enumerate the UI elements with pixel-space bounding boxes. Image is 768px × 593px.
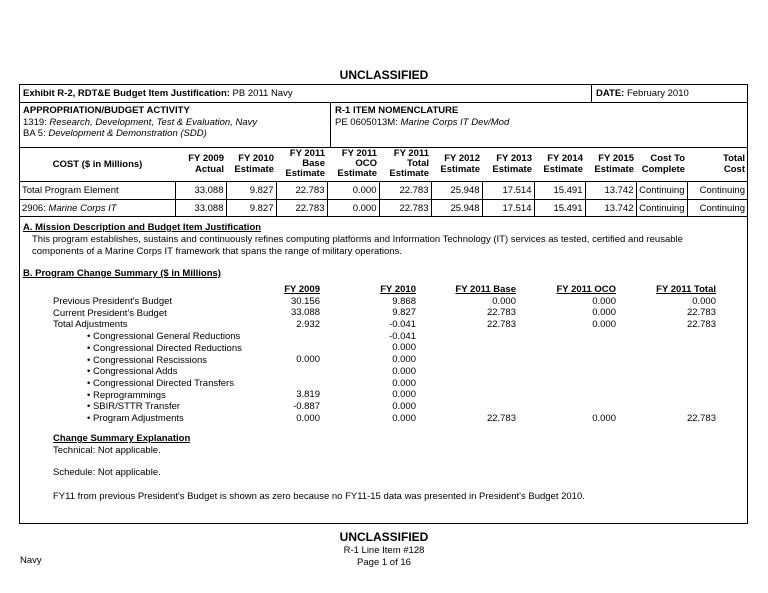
- footer-line-item: R-1 Line Item #128: [343, 545, 425, 556]
- approp-line1-text: Research, Development, Test & Evaluation, Navy: [49, 116, 258, 128]
- nomen-line: [335, 117, 509, 129]
- cell: 22.783: [379, 200, 431, 218]
- exhibit-title: [23, 88, 293, 99]
- classification-top: UNCLASSIFIED: [339, 68, 429, 82]
- approp-line1: [23, 117, 257, 129]
- section-a-text: [32, 234, 742, 258]
- change-cell: 0.000: [592, 307, 616, 319]
- change-cell: [540, 366, 616, 378]
- cell: 25.948: [431, 182, 482, 200]
- section-a-title: A. Mission Description and Budget Item Justification: [23, 222, 262, 233]
- change-cell: [540, 378, 616, 390]
- change-cell: [440, 342, 516, 354]
- change-cell: [440, 366, 516, 378]
- exhibit-box: [19, 84, 748, 524]
- cell: 33.088: [175, 200, 226, 218]
- exhibit-value: PB 2011 Navy: [229, 88, 293, 99]
- cell: 33.088: [175, 182, 226, 200]
- change-cell: [540, 354, 616, 366]
- fy2011-total-column: [640, 284, 716, 424]
- col-header: FY 2013 Estimate: [492, 153, 532, 175]
- nomenclature-block: [335, 105, 509, 128]
- change-cell: 0.000: [392, 365, 416, 377]
- cell: Continuing: [687, 200, 747, 218]
- cell: Continuing: [636, 200, 687, 218]
- change-cell: 0.000: [392, 342, 416, 354]
- change-row-label: • Congressional Directed Transfers: [87, 377, 234, 389]
- exhibit-label-rest: , RDT&E Budget Item Justification:: [72, 88, 230, 99]
- change-cell: [540, 389, 616, 401]
- change-cell: 0.000: [392, 412, 416, 424]
- change-cell: 9.827: [392, 307, 416, 319]
- change-cell: [640, 342, 716, 354]
- col-header: FY 2011 Total Estimate: [389, 148, 429, 179]
- cell: 9.827: [226, 182, 276, 200]
- cell: 15.491: [534, 182, 585, 200]
- change-cell: [640, 401, 716, 413]
- col-header: Cost To Complete: [641, 153, 685, 175]
- change-cell: 0.000: [492, 295, 516, 307]
- row-label: [20, 200, 175, 218]
- change-cell: [540, 401, 616, 413]
- change-cell: 0.000: [392, 354, 416, 366]
- change-cell: [640, 389, 716, 401]
- change-row-label: Total Adjustments: [53, 319, 128, 331]
- col-header: FY 2014 Estimate: [543, 153, 583, 175]
- change-cell: [640, 366, 716, 378]
- change-row-label: Current President's Budget: [53, 307, 167, 319]
- change-note: FY11 from previous President's Budget is shown as zero because no FY11-15 data was presented in President's Budget 2010.: [53, 491, 585, 502]
- change-row-label: • Reprogrammings: [87, 389, 166, 401]
- approp-line2: [23, 128, 257, 140]
- change-cell: 0.000: [592, 295, 616, 307]
- fy2011-oco-column: [540, 284, 616, 424]
- approp-line2-code: BA 5:: [23, 128, 49, 139]
- change-cell: 0.000: [296, 412, 320, 424]
- col-header: FY 2015 Estimate: [594, 153, 634, 175]
- footer-left: Navy: [20, 555, 42, 566]
- change-row-label: • Congressional Rescissions: [87, 354, 208, 366]
- cell: Continuing: [687, 182, 747, 200]
- fy2009-column: [270, 284, 320, 424]
- cell: 13.742: [585, 182, 636, 200]
- approp-label: APPROPRIATION/BUDGET ACTIVITY: [23, 105, 190, 116]
- cost-table: [20, 147, 747, 217]
- change-cell: 0.000: [392, 400, 416, 412]
- change-cell: 22.783: [486, 319, 516, 331]
- change-row-label: • Congressional Adds: [87, 366, 178, 378]
- change-cell: 0.000: [592, 319, 616, 331]
- change-cell: 3.819: [296, 389, 320, 401]
- change-cell: [440, 378, 516, 390]
- approp-line2-text: Development & Demonstration (SDD): [48, 128, 207, 139]
- change-cell: [540, 342, 616, 354]
- change-cell: [270, 378, 320, 390]
- col-header: COST ($ in Millions): [52, 158, 143, 170]
- change-row-label: • Congressional General Reductions: [87, 331, 241, 343]
- col-header: FY 2012 Estimate: [440, 153, 480, 175]
- appropriation-block: [23, 105, 257, 140]
- schedule-text: Schedule: Not applicable.: [53, 467, 161, 478]
- change-col-header: FY 2011 Total: [656, 284, 716, 295]
- change-row-label: • Program Adjustments: [87, 413, 184, 425]
- divider: [591, 85, 592, 102]
- row-label: Total Program Element: [20, 182, 175, 200]
- approp-line1-code: 1319:: [23, 116, 50, 128]
- date-value: February 2010: [624, 88, 689, 99]
- change-cell: 22.783: [686, 319, 716, 331]
- col-header: Total Cost: [723, 153, 745, 175]
- change-cell: [640, 331, 716, 343]
- cost-table-header: [20, 147, 747, 182]
- col-header: FY 2011 Base Estimate: [285, 148, 325, 179]
- fy2011-base-column: [440, 284, 516, 424]
- change-cell: 22.783: [486, 412, 516, 424]
- divider: [20, 102, 747, 103]
- change-cell: [270, 342, 320, 354]
- change-cell: [440, 331, 516, 343]
- change-cell: 22.783: [686, 412, 716, 424]
- change-cell: 9.868: [392, 295, 416, 307]
- change-cell: -0.041: [389, 330, 416, 342]
- change-cell: -0.887: [293, 400, 320, 412]
- change-col-header: FY 2011 Base: [455, 284, 516, 295]
- cell: 9.827: [226, 200, 276, 218]
- col-header: FY 2010 Estimate: [234, 153, 274, 175]
- change-cell: 0.000: [392, 377, 416, 389]
- change-cell: 2.932: [296, 319, 320, 331]
- change-cell: [640, 354, 716, 366]
- change-cell: [440, 389, 516, 401]
- cell: 13.742: [585, 200, 636, 218]
- col-header: FY 2011 OCO Estimate: [337, 148, 377, 179]
- cell: 0.000: [327, 200, 379, 218]
- change-cell: 0.000: [392, 389, 416, 401]
- change-cell: 30.156: [290, 295, 320, 307]
- cell: 22.783: [276, 200, 327, 218]
- section-a-line: This program establishes, sustains and continuously refines computing platforms and Information Technology (IT) services as tested, certified and reusable: [32, 234, 683, 245]
- nomen-text: Marine Corps IT Dev/Mod: [400, 116, 510, 128]
- row-label-code: 2906:: [22, 203, 49, 214]
- change-cell: 33.088: [290, 307, 320, 319]
- change-cell: 0.000: [692, 295, 716, 307]
- change-cell: [540, 331, 616, 343]
- change-cell: 22.783: [686, 307, 716, 319]
- section-a-line: components of a Marine Corps IT framework that spans the range of military operations.: [32, 246, 402, 257]
- date-label: DATE:: [596, 88, 625, 99]
- date: [596, 88, 689, 99]
- table-row: [20, 200, 747, 218]
- cell: 17.514: [482, 182, 534, 200]
- cell: 22.783: [276, 182, 327, 200]
- change-cell: -0.041: [389, 319, 416, 331]
- change-row-label: • Congressional Directed Reductions: [87, 342, 242, 354]
- cell: 15.491: [534, 200, 585, 218]
- footer-page: Page 1 of 16: [357, 557, 411, 568]
- change-cell: 0.000: [592, 412, 616, 424]
- exhibit-label: Exhibit R-2: [23, 88, 73, 99]
- table-row: [20, 182, 747, 200]
- cell: 17.514: [482, 200, 534, 218]
- nomen-code: PE 0605013M:: [335, 116, 401, 128]
- section-b-title: B. Program Change Summary ($ in Millions): [23, 268, 221, 279]
- change-row-label: Previous President's Budget: [53, 296, 173, 307]
- cell: Continuing: [636, 182, 687, 200]
- technical-text: Technical: Not applicable.: [53, 445, 161, 456]
- divider: [20, 216, 747, 217]
- change-col-header: FY 2011 OCO: [556, 284, 616, 295]
- cell: 25.948: [431, 200, 482, 218]
- change-summary-labels: [53, 296, 242, 425]
- change-cell: 22.783: [486, 307, 516, 319]
- cell: 0.000: [327, 182, 379, 200]
- change-cell: [440, 354, 516, 366]
- change-cell: [640, 378, 716, 390]
- change-col-header: FY 2009: [284, 284, 320, 295]
- change-cell: [440, 401, 516, 413]
- cell: 22.783: [379, 182, 431, 200]
- nomen-label: R-1 ITEM NOMENCLATURE: [335, 105, 459, 116]
- change-cell: [270, 366, 320, 378]
- change-row-label: • SBIR/STTR Transfer: [87, 401, 181, 413]
- col-header: FY 2009 Actual: [188, 153, 224, 175]
- change-cell: 0.000: [296, 354, 320, 366]
- divider: [330, 102, 331, 147]
- fy2010-column: [366, 284, 416, 424]
- row-label-text: Marine Corps IT: [48, 203, 117, 214]
- change-cell: [270, 331, 320, 343]
- classification-bottom: UNCLASSIFIED: [339, 530, 429, 544]
- change-col-header: FY 2010: [380, 284, 416, 295]
- change-summary-title: Change Summary Explanation: [53, 433, 191, 444]
